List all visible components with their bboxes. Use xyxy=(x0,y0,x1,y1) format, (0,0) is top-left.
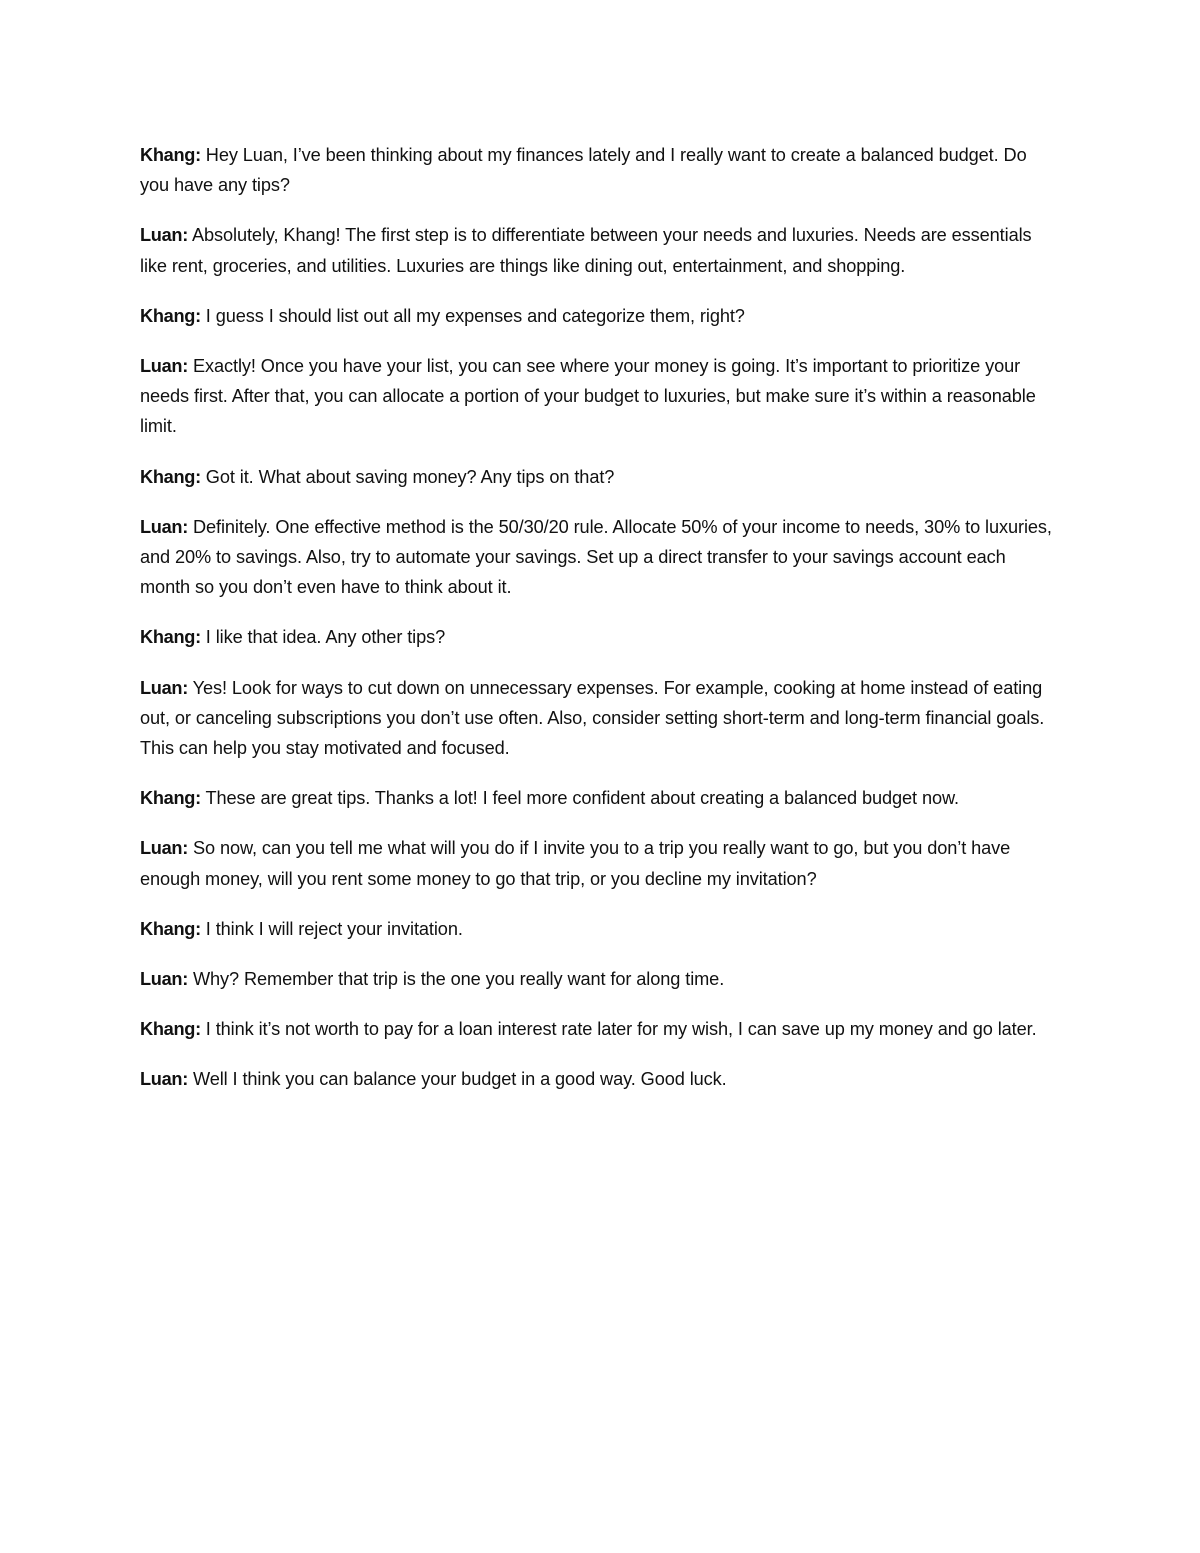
dialogue-text: Why? Remember that trip is the one you really want for along time. xyxy=(188,969,725,990)
speaker-name: Khang: xyxy=(140,1019,201,1040)
dialogue-text: Well I think you can balance your budget in a good way. Good luck. xyxy=(188,1069,727,1090)
speaker-name: Khang: xyxy=(140,627,201,648)
dialogue-turn xyxy=(140,462,1052,492)
dialogue-transcript xyxy=(140,140,1052,1115)
dialogue-text: Definitely. One effective method is the 50/30/20 rule. Allocate 50% of your income to needs, 30% to luxuries, and 20% to savings. Also, try to automate your savings. Set up a direct transfer to your savings account each month so you don’t even have to think about it. xyxy=(140,516,1052,598)
speaker-name: Khang: xyxy=(140,466,201,487)
speaker-name: Khang: xyxy=(140,788,201,809)
speaker-name: Luan: xyxy=(140,1069,189,1090)
speaker-name: Khang: xyxy=(140,145,201,165)
dialogue-text: Exactly! Once you have your list, you can see where your money is going. It’s important to prioritize your needs first. After that, you can allocate a portion of your budget to luxuries, but make sure it’s within a reasonable limit. xyxy=(140,356,1036,437)
dialogue-text: I think I will reject your invitation. xyxy=(200,918,463,939)
dialogue-turn xyxy=(140,220,1052,280)
speaker-name: Luan: xyxy=(140,677,189,698)
dialogue-text: I guess I should list out all my expenses and categorize them, right? xyxy=(200,305,745,326)
speaker-name: Luan: xyxy=(140,516,189,537)
speaker-name: Luan: xyxy=(140,838,189,859)
speaker-name: Luan: xyxy=(140,356,189,377)
dialogue-text: Yes! Look for ways to cut down on unnecessary expenses. For example, cooking at home instead of eating out, or canceling subscriptions you don’t use often. Also, consider setting short-term and long-term financial goals. This can help you stay motivated and focused. xyxy=(140,677,1045,759)
dialogue-text: Hey Luan, I’ve been thinking about my finances lately and I really want to create a balanced budget. Do you have any tips? xyxy=(140,145,1027,196)
speaker-name: Khang: xyxy=(140,918,201,939)
speaker-name: Khang: xyxy=(140,305,201,326)
dialogue-turn xyxy=(140,673,1052,764)
dialogue-turn xyxy=(140,622,1052,652)
dialogue-turn xyxy=(140,512,1052,603)
dialogue-text: So now, can you tell me what will you do if I invite you to a trip you really want to go, but you don’t have enough money, will you rent some money to go that trip, or you decline my invitation? xyxy=(140,838,1011,889)
dialogue-text: Got it. What about saving money? Any tips on that? xyxy=(200,466,615,487)
speaker-name: Luan: xyxy=(140,225,189,246)
dialogue-turn xyxy=(140,914,1052,944)
dialogue-turn xyxy=(140,351,1052,442)
dialogue-turn xyxy=(140,1014,1052,1044)
dialogue-text: These are great tips. Thanks a lot! I feel more confident about creating a balanced budget now. xyxy=(200,788,959,809)
dialogue-turn xyxy=(140,301,1052,331)
dialogue-turn xyxy=(140,833,1052,893)
dialogue-turn xyxy=(140,1064,1052,1094)
speaker-name: Luan: xyxy=(140,969,189,990)
dialogue-turn xyxy=(140,140,1052,200)
dialogue-turn xyxy=(140,964,1052,994)
dialogue-text: I like that idea. Any other tips? xyxy=(200,627,446,648)
dialogue-text: Absolutely, Khang! The first step is to differentiate between your needs and luxuries. Needs are essentials like rent, groceries, and utilities. Luxuries are things like dining out, entertainment, and shopping. xyxy=(140,225,1032,276)
dialogue-turn xyxy=(140,783,1052,813)
dialogue-text: I think it’s not worth to pay for a loan interest rate later for my wish, I can save up my money and go later. xyxy=(200,1019,1037,1040)
